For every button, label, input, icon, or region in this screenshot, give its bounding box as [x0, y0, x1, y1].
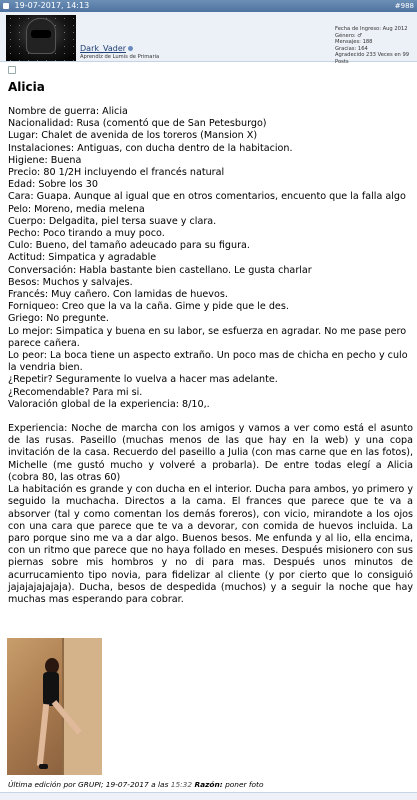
- field-line: Pecho: Poco tirando a muy poco.: [8, 228, 165, 240]
- field-line: Valoración global de la experiencia: 8/10,.: [8, 398, 210, 410]
- experience-paragraph: La habitación es grande y con ducha en el interior. Ducha para ambos, yo primero y seguido la muchacha. Directos a la cama. El frances que parece que te va a absorver (tal y como comentan los demás foreros), con vicio, mirandote a los ojos con una cara que parece que te va a devorar, con comida de huevos incluida. La paro porque sino me va a dar algo. Buenos besos. Me enfunda y al lio, ella encima, con un ritmo que parece que no haya follado en meses. Después misionero con sus piernas sobre mis hombros y no di para mas. Después unos minutos de acurrucamiento tipo novia, para fidelizar al cliente (y por cierto que lo consiguió jajajajajajaja). Ducha, besos de despedida (muchos) y a seguir la noche que hay muchas mas esperando para cobrar.: [8, 484, 413, 605]
- field-line: Lo mejor: Simpatica y buena en su labor, se esfuerza en agradar. No me pase pero parece cañera.: [8, 325, 407, 349]
- field-line: Edad: Sobre los 30: [8, 179, 98, 191]
- edit-reason: poner foto: [225, 780, 264, 789]
- stat-gender: Género: ♂: [335, 32, 362, 39]
- field-line: Higiene: Buena: [8, 154, 82, 166]
- field-line: Francés: Muy cañero. Con lamidas de huevos.: [8, 289, 228, 301]
- field-line: Lo peor: La boca tiene un aspecto extraño. Un poco mas de chicha en pecho y culo la vendria bien.: [8, 350, 408, 374]
- post-title: Alicia: [8, 80, 45, 94]
- field-line: ¿Repetir? Seguramente lo vuelva a hacer mas adelante.: [8, 374, 278, 386]
- post-datetime: 19-07-2017, 14:13: [14, 1, 90, 10]
- edit-reason-label: Razón:: [194, 780, 223, 789]
- field-line: Precio: 80 1/2H incluyendo el francés natural: [8, 167, 225, 179]
- field-line: Nacionalidad: Rusa (comentó que de San Petesburgo): [8, 118, 267, 130]
- online-status-icon: [128, 46, 133, 51]
- stat-thanks: Gracias: 164: [335, 45, 368, 52]
- post-footer-bar: [0, 792, 417, 800]
- user-title: Aprendiz de Lumis de Primaria: [80, 54, 160, 60]
- post-body: [8, 106, 413, 606]
- field-line: Pelo: Moreno, media melena: [8, 203, 145, 215]
- field-line: Cara: Guapa. Aunque al igual que en otros comentarios, encuento que la falla algo: [8, 191, 406, 203]
- edit-note: Última edición por GRUPI; 19-07-2017 a las 15:32 Razón: poner foto: [8, 780, 264, 789]
- post-type-icon: [8, 66, 16, 74]
- field-line: Forniqueo: Creo que la va la caña. Gime y pide que le des.: [8, 301, 289, 313]
- attached-photo[interactable]: [7, 638, 102, 775]
- post-number-link[interactable]: #988: [394, 2, 414, 10]
- stat-messages: Mensajes: 188: [335, 39, 373, 46]
- username-link[interactable]: Dark_Vader: [80, 44, 133, 53]
- field-line: Conversación: Habla bastante bien castellano. Le gusta charlar: [8, 264, 312, 276]
- field-line: Nombre de guerra: Alicia: [8, 106, 128, 117]
- post-header-bar: [0, 0, 417, 12]
- avatar[interactable]: [6, 15, 76, 61]
- user-info-bar: [0, 12, 417, 65]
- user-stats: [335, 26, 417, 66]
- field-line: ¿Recomendable? Para mi si.: [8, 386, 143, 398]
- field-line: Besos: Muchos y salvajes.: [8, 276, 133, 288]
- field-line: Lugar: Chalet de avenida de los toreros (Mansion X): [8, 130, 258, 142]
- field-line: Instalaciones: Antiguas, con ducha dentro de la habitacion.: [8, 142, 293, 154]
- field-line: Griego: No pregunte.: [8, 313, 109, 325]
- field-line: Culo: Bueno, del tamaño adeucado para su figura.: [8, 240, 250, 252]
- field-line: Actitud: Simpatica y agradable: [8, 252, 157, 264]
- experience-paragraph: Experiencia: Noche de marcha con los amigos y vamos a ver como está el asunto de las rusas. Paseillo (muchas menos de las que hay en la web) y una copa invitación de la casa. Recuerdo del paseillo a Julia (con mas carne que en las fotos), Michelle (me gustó mucho y volveré a probarla). De entre todas elegí a Alicia (cobra 80, las otras 60): [8, 423, 413, 483]
- stat-join-date: Fecha de Ingreso: Aug 2012: [335, 26, 408, 32]
- field-line: Cuerpo: Delgadita, piel tersa suave y clara.: [8, 215, 217, 227]
- edit-time: 15:32: [170, 780, 193, 789]
- post-icon: [3, 3, 9, 9]
- stat-thanked: Agradecido 233 Veces en 99 Posts: [335, 52, 410, 65]
